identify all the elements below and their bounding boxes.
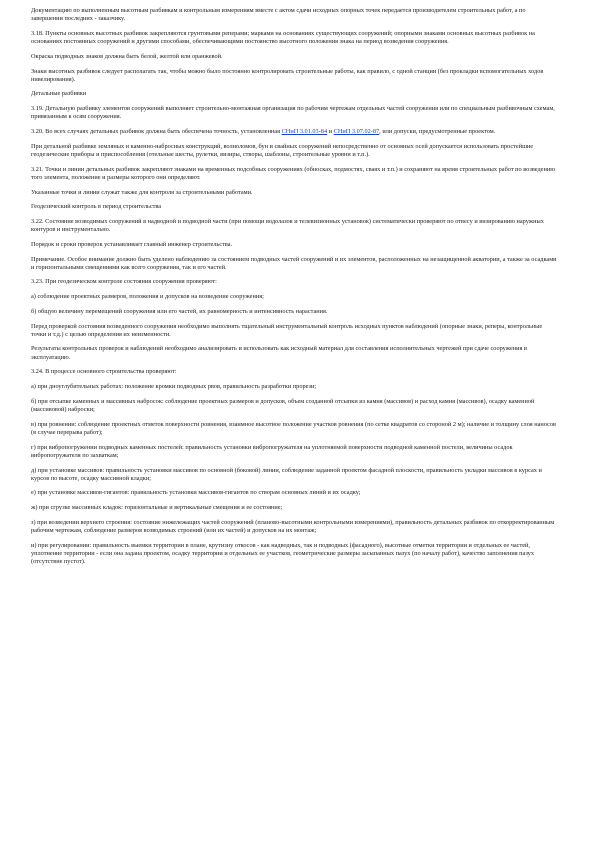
list-item: а) при дноуглубительных работах: положение кромки подводных рвов, правильность разработки прорези; — [31, 383, 317, 391]
list-item: д) при установке массивов: правильность установки массивов по основной (боковой) линии, соблюдение заданной проектом фасадной плоскости, правильность укладки массивов в курсах и курсов по высоте, осадку массивной кладки; — [31, 466, 542, 482]
paragraph: Порядок и сроки проверок устанавливает главный инженер строительства. — [31, 240, 233, 248]
list-item: б) при отсыпке каменных и массивных набросок: соблюдение проектных размеров и допусков, объем созданной отсыпки из камня (массивов) и расход камня (массивов), осадку каменной (массивовой) наброски; — [31, 397, 535, 413]
paragraph: Перед проверкой состояния возведенного сооружения необходимо выполнять тщательный инструментальный контроль исходных пунктов наблюдений (опорные знаки, реперы, контрольные точки и т.д.) с целью определения их неизменности. — [31, 322, 543, 338]
list-item: и) при регулировании: правильность выемки территории в плане, крутизну откосов - как надводных, так и подводных (фасадного), высотные отметки территории и отдельных ее частей, уплотнение территории - если она задана проектом, осадку территории и отдельных ее участков, геометрические размеры засыпанных пазух (по началу работ), качество заполнения пазух (отсутствие пустот). — [31, 541, 534, 566]
paragraph: Знаки высотных разбивок следует располагать так, чтобы можно было постоянно контролировать строительные работы, как правило, с одной станции (без прокладки вспомогательных ходов нивелирования). — [31, 67, 544, 83]
snip-link-2[interactable]: СНиП 3.07.02-87 — [333, 128, 380, 136]
list-item: в) при ровнении: соблюдение проектных отметок поверхности ровнения, взаимное высотное положение участков ровнения (по сетке квадратов со стороной 2 м); наличие и толщину слоя наносов (в случае перерыва работ); — [31, 420, 556, 436]
list-item: а) соблюдение проектных размеров, положения и допусков на возведение сооружения; — [31, 293, 264, 301]
list-item: з) при возведении верхнего строения: состояние нижележащих частей сооружений (планово-высотными контрольными измерениями), правильность детальных разбивок по откорректированным рабочим чертежам, соблюдение размеров возводимых строений (или их частей) и допусков на их монтаж; — [31, 518, 555, 535]
list-item: е) при установке массивов-гигантов: правильность установки массивов-гигантов по створам основных линий и их осадку; — [31, 489, 361, 497]
clause-3-21: 3.21. Точки и линии детальных разбивок закрепляют знаками на временных подсобных сооружениях (обносках, подмостях, сваях и т.п.) и сохраняют на время строительных работ по возведению того элемента, положение и размеры которого они определяют. — [31, 165, 555, 181]
clause-3-24: 3.24. В процессе основного строительства проверяют: — [31, 368, 177, 376]
section-heading: Геодезический контроль в период строительства — [31, 203, 162, 211]
clause-3-18: 3.18. Пункты основных высотных разбивок закрепляются грунтовыми реперами; марками на основаниях существующих сооружений; опорными знаками основных высотных разбивок на основаниях постоянных сооружений и другими способами, обеспечивающими постоянство высотного положения знака на период возведения сооружения. — [31, 29, 535, 46]
clause-text: и — [327, 128, 334, 136]
paragraph: Документацию по выполненным высотным разбивкам и контрольным измерениям вместе с актом сдачи исходных опорных точек передается производителем строительных работ, а по завершении последних - заказчику. — [31, 7, 526, 23]
clause-3-22: 3.22. Состояние возводимых сооружений в надводной и подводной части (при помощи водолазов и телевизионных установок) систематически проверяют по отвесу и визированию наружных контуров и инструментально. — [31, 217, 544, 234]
list-item: г) при вибропогружении подводных каменных постелей: правильность установки вибропогружателя на уплотняемой поверхности подводной каменной постели, величины осадок вибропогружателя по захваткам; — [31, 443, 513, 459]
clause-3-20 — [31, 128, 558, 136]
clause-3-19: 3.19. Детальную разбивку элементов сооружений выполняет строительно-монтажная организация по рабочим чертежам отдельных частей сооружения или по специальным разбивочным схемам, привязанным к осям сооружения. — [31, 105, 555, 121]
note: Примечание. Особое внимание должно быть уделено наблюдению за состоянием подводных частей сооружений и их элементов, расположенных на незащищенной акватории, а также за осадками и горизонтальными смещениями как всего сооружения, так и его частей. — [31, 255, 557, 271]
list-item: б) общую величину перемещений сооружения или его частей, их равномерность и интенсивность нарастания. — [31, 307, 328, 315]
list-item: ж) при сгрузке массивных кладок: горизонтальные и вертикальные смещения и ее состояние; — [31, 504, 283, 512]
clause-3-23: 3.23. При геодезическом контроле состояния сооружения проверяют: — [31, 278, 217, 286]
paragraph: При детальной разбивке земляных и каменно-набросных конструкций, волноломов, бун и свайных сооружений непосредственно от основных осей допускается использовать простейшие геодезические приборы и приспособления (отельные шесты, рулетки, визиры, створы, шаблоны, строительные уровни и т.п.). — [31, 142, 534, 158]
clause-text: 3.20. Во всех случаях детальных разбивок должна быть обеспечена точность, установленная — [31, 128, 282, 136]
paragraph: Окраска подводных знаков должна быть белой, желтой или оранжевой. — [31, 52, 223, 60]
paragraph: Указанные точки и линии служат также для контроля за строительными работами. — [31, 188, 253, 196]
section-heading: Детальные разбивки — [31, 90, 87, 98]
paragraph: Результаты контрольных проверок и наблюдений необходимо анализировать и использовать как исходный материал для составления исполнительных чертежей при сдаче сооружения в эксплуатацию. — [31, 345, 527, 361]
clause-text: , или допуски, предусмотренные проектом. — [379, 128, 496, 136]
snip-link-1[interactable]: СНиП 3.01.03-84 — [281, 128, 328, 136]
